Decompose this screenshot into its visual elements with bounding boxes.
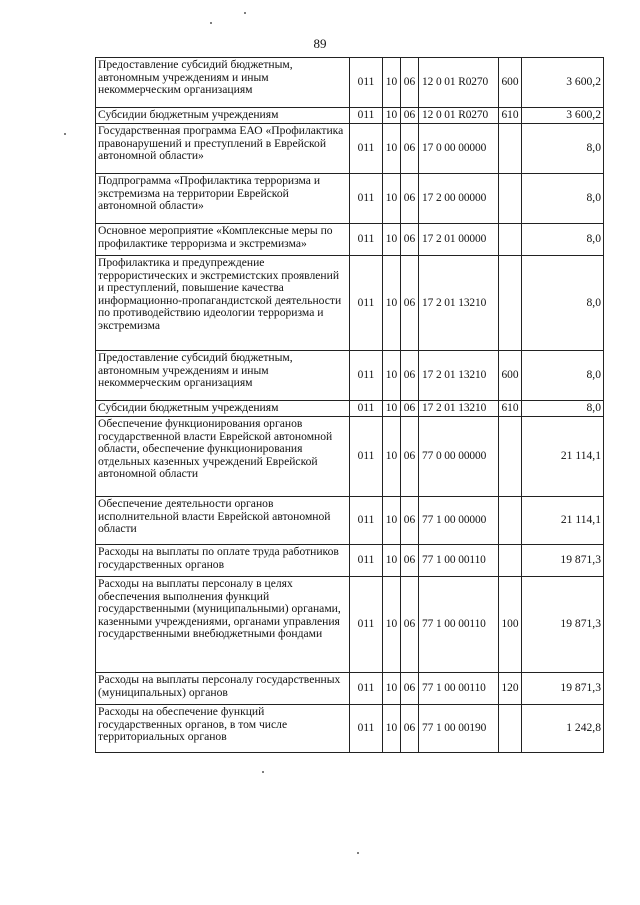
row-section-code: 10	[383, 417, 401, 497]
row-subsection-code: 06	[401, 256, 419, 351]
table-row	[96, 351, 604, 401]
row-subsection-code: 06	[401, 124, 419, 174]
row-amount: 8,0	[522, 224, 604, 256]
row-subsection-code: 06	[401, 58, 419, 108]
row-section-code: 10	[383, 256, 401, 351]
row-subsection-code: 06	[401, 673, 419, 705]
row-name: Государственная программа ЕАО «Профилактика правонарушений и преступлений в Еврейской автономной области»	[96, 124, 350, 174]
row-ministry-code: 011	[350, 401, 383, 417]
table-row	[96, 174, 604, 224]
row-ministry-code: 011	[350, 705, 383, 753]
scan-speck	[64, 133, 66, 135]
scan-speck	[357, 852, 359, 854]
row-section-code: 10	[383, 705, 401, 753]
row-name: Расходы на выплаты персоналу государственных (муниципальных) органов	[96, 673, 350, 705]
row-expense-type-code	[499, 705, 522, 753]
row-section-code: 10	[383, 497, 401, 545]
row-expense-type-code	[499, 124, 522, 174]
row-amount: 3 600,2	[522, 58, 604, 108]
row-amount: 1 242,8	[522, 705, 604, 753]
row-target-code: 17 2 01 13210	[419, 401, 499, 417]
row-subsection-code: 06	[401, 577, 419, 673]
row-name: Предоставление субсидий бюджетным, автономным учреждениям и иным некоммерческим организациям	[96, 351, 350, 401]
row-target-code: 77 1 00 00110	[419, 577, 499, 673]
row-expense-type-code	[499, 417, 522, 497]
row-section-code: 10	[383, 351, 401, 401]
row-section-code: 10	[383, 224, 401, 256]
table-row	[96, 705, 604, 753]
row-amount: 19 871,3	[522, 577, 604, 673]
table-row	[96, 545, 604, 577]
table-row	[96, 224, 604, 256]
row-target-code: 77 0 00 00000	[419, 417, 499, 497]
row-section-code: 10	[383, 124, 401, 174]
row-target-code: 17 2 01 13210	[419, 351, 499, 401]
row-section-code: 10	[383, 401, 401, 417]
row-ministry-code: 011	[350, 673, 383, 705]
row-name: Обеспечение функционирования органов государственной власти Еврейской автономной области, обеспечение функционирования отдельных казенных учреждений Еврейской автономной области	[96, 417, 350, 497]
row-section-code: 10	[383, 577, 401, 673]
table-row	[96, 124, 604, 174]
row-expense-type-code	[499, 497, 522, 545]
row-target-code: 17 2 01 00000	[419, 224, 499, 256]
row-target-code: 17 0 00 00000	[419, 124, 499, 174]
row-ministry-code: 011	[350, 417, 383, 497]
page-number: 89	[313, 36, 327, 51]
row-amount: 21 114,1	[522, 497, 604, 545]
scan-speck	[210, 22, 212, 24]
row-amount: 19 871,3	[522, 673, 604, 705]
row-name: Расходы на обеспечение функций государственных органов, в том числе территориальных органов	[96, 705, 350, 753]
row-name: Основное мероприятие «Комплексные меры по профилактике терроризма и экстремизма»	[96, 224, 350, 256]
row-expense-type-code: 610	[499, 401, 522, 417]
row-subsection-code: 06	[401, 705, 419, 753]
row-ministry-code: 011	[350, 577, 383, 673]
table-row	[96, 577, 604, 673]
row-ministry-code: 011	[350, 174, 383, 224]
row-target-code: 17 2 00 00000	[419, 174, 499, 224]
row-subsection-code: 06	[401, 401, 419, 417]
row-ministry-code: 011	[350, 351, 383, 401]
row-section-code: 10	[383, 545, 401, 577]
row-target-code: 77 1 00 00110	[419, 673, 499, 705]
row-section-code: 10	[383, 673, 401, 705]
row-section-code: 10	[383, 108, 401, 124]
row-expense-type-code: 610	[499, 108, 522, 124]
row-target-code: 77 1 00 00110	[419, 545, 499, 577]
row-target-code: 12 0 01 R0270	[419, 58, 499, 108]
row-name: Подпрограмма «Профилактика терроризма и экстремизма на территории Еврейской автономной области»	[96, 174, 350, 224]
row-expense-type-code: 600	[499, 58, 522, 108]
row-expense-type-code: 100	[499, 577, 522, 673]
row-name: Обеспечение деятельности органов исполнительной власти Еврейской автономной области	[96, 497, 350, 545]
row-ministry-code: 011	[350, 108, 383, 124]
row-subsection-code: 06	[401, 174, 419, 224]
row-name: Расходы на выплаты по оплате труда работников государственных органов	[96, 545, 350, 577]
table-row	[96, 673, 604, 705]
row-ministry-code: 011	[350, 224, 383, 256]
table-row	[96, 497, 604, 545]
row-expense-type-code	[499, 545, 522, 577]
scan-speck	[244, 12, 246, 14]
budget-table-body	[96, 58, 604, 753]
row-target-code: 77 1 00 00190	[419, 705, 499, 753]
row-target-code: 77 1 00 00000	[419, 497, 499, 545]
row-amount: 19 871,3	[522, 545, 604, 577]
row-expense-type-code: 600	[499, 351, 522, 401]
row-amount: 21 114,1	[522, 417, 604, 497]
row-name: Субсидии бюджетным учреждениям	[96, 401, 350, 417]
row-ministry-code: 011	[350, 545, 383, 577]
scan-speck	[262, 771, 264, 773]
row-subsection-code: 06	[401, 351, 419, 401]
row-subsection-code: 06	[401, 417, 419, 497]
row-name: Расходы на выплаты персоналу в целях обеспечения выполнения функций государственными (муниципальными) органами, казенными учреждениями, органами управления государственными внебюджетными фондами	[96, 577, 350, 673]
row-expense-type-code	[499, 174, 522, 224]
row-amount: 8,0	[522, 124, 604, 174]
row-amount: 3 600,2	[522, 108, 604, 124]
row-ministry-code: 011	[350, 58, 383, 108]
row-expense-type-code	[499, 224, 522, 256]
row-amount: 8,0	[522, 256, 604, 351]
table-row	[96, 108, 604, 124]
table-row	[96, 401, 604, 417]
row-section-code: 10	[383, 58, 401, 108]
table-row	[96, 417, 604, 497]
row-target-code: 17 2 01 13210	[419, 256, 499, 351]
row-ministry-code: 011	[350, 256, 383, 351]
row-section-code: 10	[383, 174, 401, 224]
row-subsection-code: 06	[401, 224, 419, 256]
row-expense-type-code: 120	[499, 673, 522, 705]
row-amount: 8,0	[522, 401, 604, 417]
table-row	[96, 256, 604, 351]
row-expense-type-code	[499, 256, 522, 351]
row-amount: 8,0	[522, 351, 604, 401]
row-target-code: 12 0 01 R0270	[419, 108, 499, 124]
row-subsection-code: 06	[401, 497, 419, 545]
row-amount: 8,0	[522, 174, 604, 224]
table-row	[96, 58, 604, 108]
row-subsection-code: 06	[401, 545, 419, 577]
budget-table	[95, 57, 604, 753]
row-name: Профилактика и предупреждение террористических и экстремистских проявлений и преступлений, повышение качества информационно-пропагандистской деятельности по противодействию идеологии терроризма и экстремизма	[96, 256, 350, 351]
row-name: Предоставление субсидий бюджетным, автономным учреждениям и иным некоммерческим организациям	[96, 58, 350, 108]
row-name: Субсидии бюджетным учреждениям	[96, 108, 350, 124]
row-ministry-code: 011	[350, 124, 383, 174]
row-ministry-code: 011	[350, 497, 383, 545]
row-subsection-code: 06	[401, 108, 419, 124]
